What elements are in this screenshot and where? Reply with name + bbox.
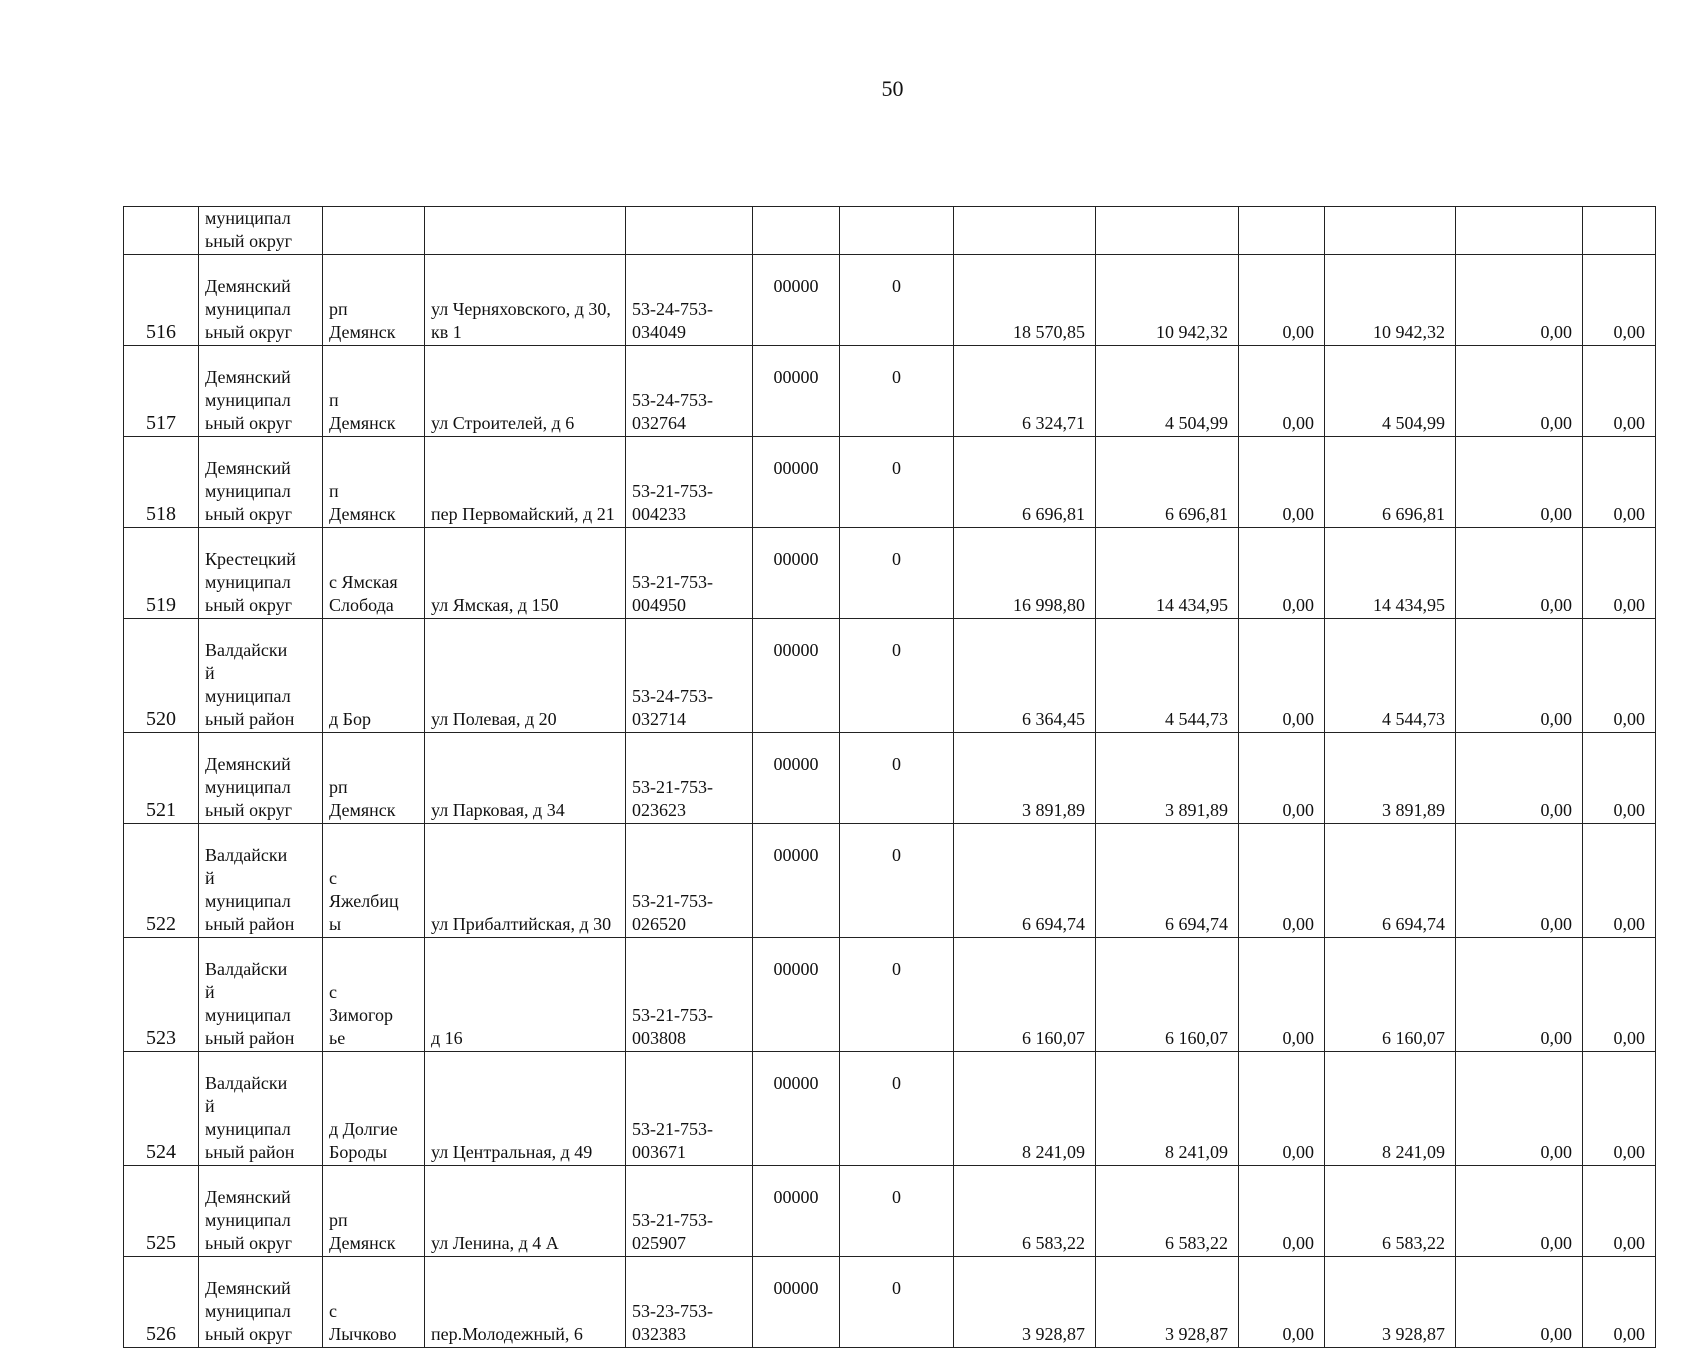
cell-value-4: 6 583,22 — [1325, 1166, 1456, 1257]
cell-zero: 0 — [840, 733, 954, 824]
table-row — [124, 437, 1656, 528]
cell-value-3: 0,00 — [1239, 437, 1325, 528]
cell-locality: п Демянск — [323, 346, 425, 437]
cell-zero: 0 — [840, 938, 954, 1052]
cell-value-2: 6 694,74 — [1096, 824, 1239, 938]
cell-district: Валдайски й муниципал ьный район — [199, 619, 323, 733]
table-row — [124, 528, 1656, 619]
cell-value-1: 8 241,09 — [954, 1052, 1096, 1166]
cell-address: пер Первомайский, д 21 — [425, 437, 626, 528]
cell-code: 53-24-753-032764 — [626, 346, 753, 437]
cell-value-1: 6 696,81 — [954, 437, 1096, 528]
cell-locality: рп Демянск — [323, 1166, 425, 1257]
table-row — [124, 207, 1656, 255]
table-row — [124, 938, 1656, 1052]
cell-district: Демянский муниципал ьный округ — [199, 733, 323, 824]
cell-zero: 0 — [840, 1257, 954, 1348]
table-row — [124, 733, 1656, 824]
cell-value-5: 0,00 — [1456, 733, 1583, 824]
cell-value-6: 0,00 — [1583, 1166, 1656, 1257]
cell-number: 517 — [124, 346, 199, 437]
cell-zero: 0 — [840, 255, 954, 346]
cell-code: 53-21-753-025907 — [626, 1166, 753, 1257]
cell-zero: 0 — [840, 619, 954, 733]
cell-value-4: 3 928,87 — [1325, 1257, 1456, 1348]
cell-code: 53-21-753-004233 — [626, 437, 753, 528]
cell-district: Валдайски й муниципал ьный район — [199, 938, 323, 1052]
cell-number: 523 — [124, 938, 199, 1052]
cell-zero — [840, 207, 954, 255]
cell-value-5: 0,00 — [1456, 346, 1583, 437]
cell-value-2: 10 942,32 — [1096, 255, 1239, 346]
cell-value-4: 4 504,99 — [1325, 346, 1456, 437]
cell-code: 53-24-753-032714 — [626, 619, 753, 733]
cell-value-5: 0,00 — [1456, 938, 1583, 1052]
cell-address: д 16 — [425, 938, 626, 1052]
cell-district: Демянский муниципал ьный округ — [199, 1257, 323, 1348]
cell-zero: 0 — [840, 346, 954, 437]
cell-value-1: 6 364,45 — [954, 619, 1096, 733]
cell-value-6: 0,00 — [1583, 938, 1656, 1052]
cell-zero: 0 — [840, 1166, 954, 1257]
cell-value-2: 4 504,99 — [1096, 346, 1239, 437]
cell-zeros: 00000 — [753, 437, 840, 528]
cell-zero: 0 — [840, 437, 954, 528]
cell-locality: п Демянск — [323, 437, 425, 528]
cell-value-4: 3 891,89 — [1325, 733, 1456, 824]
cell-value-5: 0,00 — [1456, 255, 1583, 346]
register-table — [123, 206, 1656, 1348]
cell-value-1: 3 891,89 — [954, 733, 1096, 824]
cell-locality: рп Демянск — [323, 733, 425, 824]
cell-zeros: 00000 — [753, 1166, 840, 1257]
cell-district: Демянский муниципал ьный округ — [199, 437, 323, 528]
cell-locality: с Яжелбиц ы — [323, 824, 425, 938]
table-row — [124, 1052, 1656, 1166]
cell-number: 521 — [124, 733, 199, 824]
table-row — [124, 255, 1656, 346]
cell-value-2: 3 891,89 — [1096, 733, 1239, 824]
cell-address: ул Прибалтийская, д 30 — [425, 824, 626, 938]
cell-number: 518 — [124, 437, 199, 528]
cell-value-3: 0,00 — [1239, 619, 1325, 733]
cell-number: 524 — [124, 1052, 199, 1166]
cell-value-3: 0,00 — [1239, 1052, 1325, 1166]
cell-value-6: 0,00 — [1583, 255, 1656, 346]
cell-value-1: 16 998,80 — [954, 528, 1096, 619]
cell-code: 53-24-753-034049 — [626, 255, 753, 346]
cell-code: 53-21-753-004950 — [626, 528, 753, 619]
cell-district: муниципал ьный округ — [199, 207, 323, 255]
cell-value-3: 0,00 — [1239, 733, 1325, 824]
cell-zeros: 00000 — [753, 824, 840, 938]
cell-district: Валдайски й муниципал ьный район — [199, 824, 323, 938]
cell-code: 53-23-753-032383 — [626, 1257, 753, 1348]
cell-value-6: 0,00 — [1583, 824, 1656, 938]
cell-address: ул Черняховского, д 30, кв 1 — [425, 255, 626, 346]
cell-value-1: 6 694,74 — [954, 824, 1096, 938]
cell-value-3: 0,00 — [1239, 346, 1325, 437]
cell-number: 525 — [124, 1166, 199, 1257]
cell-locality — [323, 207, 425, 255]
table-body — [124, 207, 1656, 1348]
cell-locality: д Долгие Бороды — [323, 1052, 425, 1166]
cell-value-4: 4 544,73 — [1325, 619, 1456, 733]
cell-number: 520 — [124, 619, 199, 733]
cell-locality: д Бор — [323, 619, 425, 733]
cell-value-2: 4 544,73 — [1096, 619, 1239, 733]
cell-locality: рп Демянск — [323, 255, 425, 346]
cell-zeros: 00000 — [753, 528, 840, 619]
cell-value-3: 0,00 — [1239, 528, 1325, 619]
cell-value-4 — [1325, 207, 1456, 255]
cell-value-3: 0,00 — [1239, 1166, 1325, 1257]
cell-district: Крестецкий муниципал ьный округ — [199, 528, 323, 619]
cell-address: ул Центральная, д 49 — [425, 1052, 626, 1166]
cell-address: ул Ямская, д 150 — [425, 528, 626, 619]
cell-number: 522 — [124, 824, 199, 938]
cell-zero: 0 — [840, 528, 954, 619]
cell-value-5: 0,00 — [1456, 1166, 1583, 1257]
cell-value-3: 0,00 — [1239, 1257, 1325, 1348]
cell-district: Демянский муниципал ьный округ — [199, 346, 323, 437]
cell-value-5: 0,00 — [1456, 1052, 1583, 1166]
cell-value-1 — [954, 207, 1096, 255]
cell-value-4: 14 434,95 — [1325, 528, 1456, 619]
cell-value-2: 3 928,87 — [1096, 1257, 1239, 1348]
cell-value-1: 6 583,22 — [954, 1166, 1096, 1257]
table-row — [124, 824, 1656, 938]
table-row — [124, 1166, 1656, 1257]
cell-district: Демянский муниципал ьный округ — [199, 255, 323, 346]
cell-zeros: 00000 — [753, 346, 840, 437]
cell-value-1: 6 324,71 — [954, 346, 1096, 437]
cell-locality: с Ямская Слобода — [323, 528, 425, 619]
cell-value-2: 14 434,95 — [1096, 528, 1239, 619]
cell-zeros — [753, 207, 840, 255]
table-row — [124, 1257, 1656, 1348]
cell-value-6: 0,00 — [1583, 1257, 1656, 1348]
cell-locality: с Лычково — [323, 1257, 425, 1348]
cell-code: 53-21-753-023623 — [626, 733, 753, 824]
cell-value-5: 0,00 — [1456, 528, 1583, 619]
cell-zero: 0 — [840, 824, 954, 938]
cell-value-5: 0,00 — [1456, 824, 1583, 938]
cell-number: 519 — [124, 528, 199, 619]
cell-value-5 — [1456, 207, 1583, 255]
cell-value-5: 0,00 — [1456, 437, 1583, 528]
cell-number: 516 — [124, 255, 199, 346]
cell-value-6 — [1583, 207, 1656, 255]
cell-code: 53-21-753-003808 — [626, 938, 753, 1052]
cell-value-2: 6 160,07 — [1096, 938, 1239, 1052]
cell-zeros: 00000 — [753, 619, 840, 733]
cell-value-5: 0,00 — [1456, 1257, 1583, 1348]
cell-value-6: 0,00 — [1583, 528, 1656, 619]
cell-value-3: 0,00 — [1239, 255, 1325, 346]
cell-zeros: 00000 — [753, 938, 840, 1052]
cell-value-1: 18 570,85 — [954, 255, 1096, 346]
cell-value-2: 6 583,22 — [1096, 1166, 1239, 1257]
cell-value-4: 6 696,81 — [1325, 437, 1456, 528]
cell-value-3: 0,00 — [1239, 938, 1325, 1052]
cell-value-1: 6 160,07 — [954, 938, 1096, 1052]
cell-value-6: 0,00 — [1583, 437, 1656, 528]
cell-value-6: 0,00 — [1583, 619, 1656, 733]
cell-code: 53-21-753-026520 — [626, 824, 753, 938]
cell-district: Демянский муниципал ьный округ — [199, 1166, 323, 1257]
cell-value-6: 0,00 — [1583, 1052, 1656, 1166]
cell-district: Валдайски й муниципал ьный район — [199, 1052, 323, 1166]
cell-value-6: 0,00 — [1583, 733, 1656, 824]
cell-zeros: 00000 — [753, 1052, 840, 1166]
cell-address: ул Строителей, д 6 — [425, 346, 626, 437]
cell-zeros: 00000 — [753, 1257, 840, 1348]
cell-address — [425, 207, 626, 255]
cell-address: ул Ленина, д 4 А — [425, 1166, 626, 1257]
cell-value-6: 0,00 — [1583, 346, 1656, 437]
cell-code — [626, 207, 753, 255]
cell-value-4: 10 942,32 — [1325, 255, 1456, 346]
cell-number — [124, 207, 199, 255]
page-number: 50 — [881, 76, 904, 101]
cell-value-5: 0,00 — [1456, 619, 1583, 733]
cell-zeros: 00000 — [753, 733, 840, 824]
cell-code: 53-21-753-003671 — [626, 1052, 753, 1166]
cell-number: 526 — [124, 1257, 199, 1348]
cell-zero: 0 — [840, 1052, 954, 1166]
cell-value-2: 6 696,81 — [1096, 437, 1239, 528]
cell-value-4: 8 241,09 — [1325, 1052, 1456, 1166]
cell-value-3 — [1239, 207, 1325, 255]
table-row — [124, 346, 1656, 437]
table-row — [124, 619, 1656, 733]
cell-address: ул Парковая, д 34 — [425, 733, 626, 824]
cell-address: пер.Молодежный, 6 — [425, 1257, 626, 1348]
cell-value-4: 6 160,07 — [1325, 938, 1456, 1052]
cell-value-1: 3 928,87 — [954, 1257, 1096, 1348]
cell-value-2 — [1096, 207, 1239, 255]
cell-zeros: 00000 — [753, 255, 840, 346]
cell-locality: с Зимогор ье — [323, 938, 425, 1052]
cell-address: ул Полевая, д 20 — [425, 619, 626, 733]
cell-value-3: 0,00 — [1239, 824, 1325, 938]
cell-value-2: 8 241,09 — [1096, 1052, 1239, 1166]
cell-value-4: 6 694,74 — [1325, 824, 1456, 938]
